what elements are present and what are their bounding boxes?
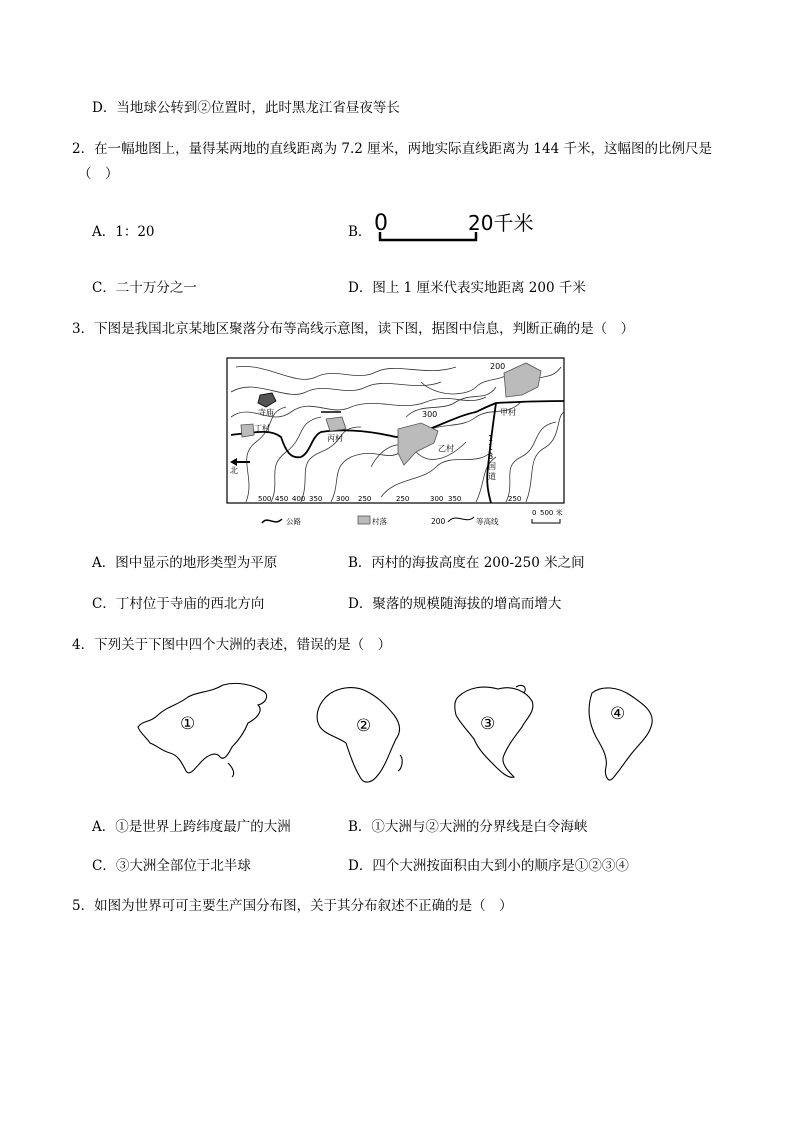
contour-300-label: 300 bbox=[422, 410, 438, 419]
q3-option-c: C．丁村位于寺庙的西北方向 bbox=[92, 596, 265, 612]
legend-village-label: 村落 bbox=[372, 517, 387, 526]
south-america-outline bbox=[589, 688, 652, 780]
road-name-char: 1 bbox=[488, 434, 494, 443]
q2-option-a: A．1：20 bbox=[92, 224, 155, 240]
yi-label: 乙村 bbox=[438, 444, 454, 453]
q2-option-d: D．图上 1 厘米代表实地距离 200 千米 bbox=[348, 280, 586, 296]
q5-stem: 5．如图为世界可可主要生产国分布图，关于其分布叙述不正确的是（ ） bbox=[72, 898, 513, 914]
road-name-char: 国 bbox=[488, 462, 496, 471]
ding-village-shape bbox=[241, 424, 254, 437]
road-name-char: 8 bbox=[488, 452, 494, 461]
tick-label: 300 bbox=[430, 495, 444, 503]
asia-islands bbox=[228, 763, 234, 777]
scale-end: 500 米 bbox=[540, 509, 563, 517]
q2-stem-line1: 2．在一幅地图上，量得某两地的直线距离为 7.2 厘米，两地实际直线距离为 144 千米，这幅图的比例尺是 bbox=[72, 141, 712, 157]
q4-stem: 4．下列关于下图中四个大洲的表述，错误的是（ ） bbox=[72, 637, 392, 653]
q1-option-d: D．当地球公转到②位置时，此时黑龙江省昼夜等长 bbox=[92, 100, 400, 116]
scale-start-label: 0 bbox=[374, 211, 388, 236]
q3-option-d: D．聚落的规模随海拔的增高而增大 bbox=[348, 596, 562, 612]
contour-200-label: 200 bbox=[490, 362, 506, 371]
tick-label: 450 bbox=[275, 495, 289, 503]
tick-label: 250 bbox=[508, 495, 522, 503]
ding-label: 丁村 bbox=[254, 424, 270, 433]
continent-mark-1: ① bbox=[180, 714, 196, 734]
road-name-char: 道 bbox=[488, 472, 496, 481]
map-scale-bar bbox=[532, 519, 560, 523]
north-label: 北 bbox=[230, 466, 238, 475]
legend-village-icon bbox=[358, 516, 370, 524]
tick-label: 300 bbox=[336, 495, 350, 503]
scale-start: 0 bbox=[532, 509, 537, 517]
q3-stem: 3．下图是我国北京某地区聚落分布等高线示意图，读下图，据图中信息，判断正确的是（ ） bbox=[72, 321, 635, 337]
q3-option-a: A．图中显示的地形类型为平原 bbox=[92, 555, 278, 571]
q4-option-a: A．①是世界上跨纬度最广的大洲 bbox=[92, 819, 291, 835]
q2-option-c: C．二十万分之一 bbox=[92, 280, 197, 296]
road-name-char: 1 bbox=[488, 443, 494, 452]
bing-label: 丙村 bbox=[327, 434, 343, 443]
tick-label: 250 bbox=[358, 495, 372, 503]
tick-label: 350 bbox=[309, 495, 323, 503]
tick-label: 250 bbox=[396, 495, 410, 503]
tick-label: 350 bbox=[448, 495, 462, 503]
legend-contour-label: 等高线 bbox=[476, 517, 499, 526]
q2-option-b-prefix: B． bbox=[348, 224, 372, 240]
bing-village-shape bbox=[326, 417, 346, 431]
q4-option-b: B．①大洲与②大洲的分界线是白令海峡 bbox=[348, 819, 588, 835]
map-legend bbox=[262, 516, 499, 526]
jia-label: 甲村 bbox=[500, 408, 516, 417]
q3-option-b: B．丙村的海拔高度在 200-250 米之间 bbox=[348, 555, 585, 571]
q4-option-c: C．③大洲全部位于北半球 bbox=[92, 858, 251, 874]
tick-label: 400 bbox=[292, 495, 306, 503]
scale-end-label: 20千米 bbox=[468, 211, 534, 235]
continent-mark-4: ④ bbox=[610, 704, 626, 724]
legend-contour-icon bbox=[448, 517, 474, 522]
legend-contour-value: 200 bbox=[431, 517, 446, 526]
continent-mark-2: ② bbox=[356, 716, 372, 736]
q2-stem-line2: （ ） bbox=[78, 166, 119, 182]
asia-outline bbox=[138, 683, 267, 772]
q4-option-d: D．四个大洲按面积由大到小的顺序是①②③④ bbox=[348, 858, 629, 874]
legend-road-label: 公路 bbox=[286, 517, 301, 526]
continents-figure bbox=[128, 675, 663, 790]
temple-label: 寺庙 bbox=[258, 408, 274, 417]
scale-line bbox=[380, 232, 476, 240]
madagascar-outline bbox=[398, 755, 402, 771]
legend-road-icon bbox=[262, 519, 282, 523]
q2-scale-bar bbox=[370, 204, 550, 244]
continent-mark-3: ③ bbox=[480, 714, 496, 734]
tick-label: 500 bbox=[258, 495, 272, 503]
contour-map bbox=[226, 357, 566, 527]
